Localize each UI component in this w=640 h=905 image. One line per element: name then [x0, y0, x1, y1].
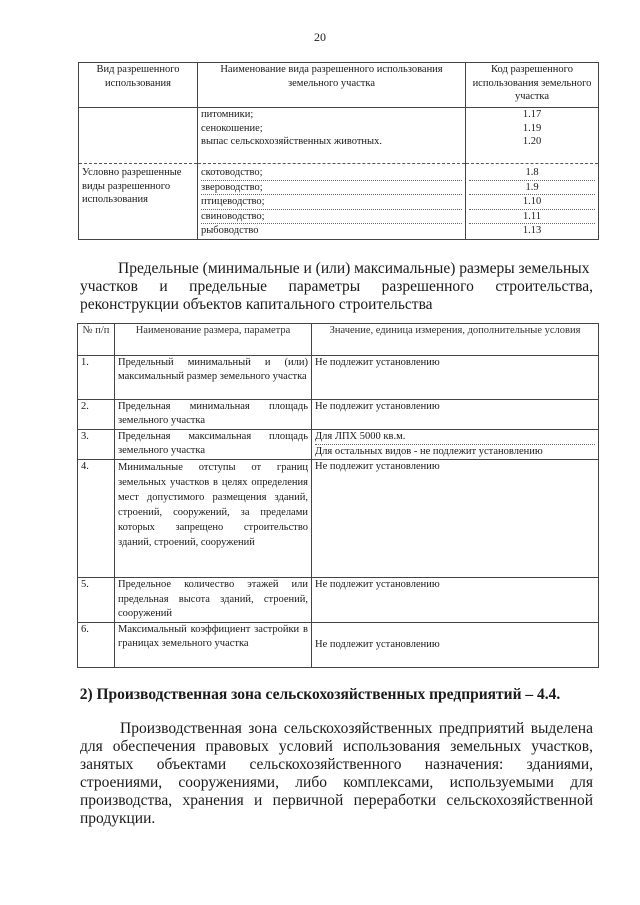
- header-use-name: Наименование вида разрешенного использования земельного участка: [198, 63, 466, 108]
- use-codes-cell: [466, 164, 599, 240]
- header-parameter: Наименование размера, параметра: [115, 324, 312, 356]
- use-kind-cell: [79, 108, 198, 164]
- table-row: [78, 460, 599, 578]
- use-name: выпас сельскохозяйственных животных.: [201, 136, 382, 147]
- use-code: 1.8: [469, 166, 595, 181]
- use-code: 1.13: [522, 225, 542, 236]
- table-header-row: [79, 63, 599, 108]
- row-value: Не подлежит установлению: [312, 460, 599, 578]
- row-parameter: Предельное количество этажей или предельная высота зданий, строений, сооружений: [115, 578, 312, 623]
- row-number: 4.: [78, 460, 115, 578]
- use-code: 1.9: [469, 181, 595, 196]
- page-number: 20: [314, 30, 326, 44]
- section-heading: 2) Производственная зона сельскохозяйственных предприятий – 4.4.: [79, 686, 561, 703]
- row-parameter: Минимальные отступы от границ земельных участков в целях определения мест допустимого размещения зданий, строений, сооружений, за пределами которых запрещено строительство зданий, строений, сооружений: [115, 460, 312, 578]
- header-use-kind: Вид разрешенного использования: [79, 63, 198, 108]
- table-row: [79, 108, 599, 164]
- row-value-line: Для ЛПХ 5000 кв.м.: [315, 430, 595, 445]
- use-name: свиноводство;: [201, 210, 462, 225]
- paragraph-line: реконструкции объектов капитального строительства: [80, 296, 433, 313]
- row-parameter: Максимальный коэффициент застройки в границах земельного участка: [115, 622, 312, 667]
- use-name: рыбоводство: [201, 225, 259, 236]
- table-row: [78, 622, 599, 667]
- use-names-cell: [198, 108, 466, 164]
- paragraph-line: участков и предельные параметры разрешенного строительства,: [80, 278, 593, 295]
- use-code: 1.19: [522, 122, 542, 134]
- row-number: 6.: [78, 622, 115, 667]
- use-code: 1.17: [522, 109, 542, 120]
- row-value-line: Для остальных видов - не подлежит установлению: [315, 445, 543, 457]
- zone-description-paragraph: Производственная зона сельскохозяйственных предприятий выделена для обеспечения правовых условий использования земельных участков, занятых объектами сельскохозяйственного назначения: зданиями, строениями, сооружениями, либо комплексами, используемыми для производства, хранения и первичной переработки сельскохозяйственной продукции.: [80, 720, 593, 827]
- row-number: 1.: [78, 356, 115, 400]
- row-number: 5.: [78, 578, 115, 623]
- table-row: [78, 430, 599, 460]
- row-value: [312, 430, 599, 460]
- row-value: Не подлежит установлению: [312, 356, 599, 400]
- table-row: [78, 400, 599, 430]
- row-parameter: Предельная максимальная площадь земельного участка: [115, 430, 312, 460]
- use-codes-cell: [466, 108, 599, 164]
- row-number: 3.: [78, 430, 115, 460]
- header-use-code: Код разрешенного использования земельного участка: [466, 63, 599, 108]
- use-name: звероводство;: [201, 181, 462, 196]
- table-row: [78, 578, 599, 623]
- header-value: Значение, единица измерения, дополнительные условия: [312, 324, 599, 356]
- use-name: питомники;: [201, 109, 254, 120]
- use-name: скотоводство;: [201, 166, 462, 181]
- table-row: [79, 164, 599, 240]
- use-names-cell: [198, 164, 466, 240]
- paragraph-line: Предельные (минимальные и (или) максимальные) размеры земельных: [118, 260, 590, 277]
- use-name: птицеводство;: [201, 195, 462, 210]
- row-parameter: Предельная минимальная площадь земельного участка: [115, 400, 312, 430]
- use-code: 1.10: [469, 195, 595, 210]
- table-row: [78, 356, 599, 400]
- table-header-row: [78, 324, 599, 356]
- use-kind-cell: Условно разрешенные виды разрешенного использования: [79, 164, 198, 240]
- row-number: 2.: [78, 400, 115, 430]
- row-parameter: Предельный минимальный и (или) максимальный размер земельного участка: [115, 356, 312, 400]
- use-code: 1.11: [469, 210, 595, 225]
- permitted-use-table: [78, 62, 599, 240]
- limits-paragraph: [80, 260, 593, 314]
- use-name: сенокошение;: [201, 122, 263, 134]
- row-value: Не подлежит установлению: [312, 578, 599, 623]
- row-value: Не подлежит установлению: [312, 622, 599, 667]
- row-value: Не подлежит установлению: [312, 400, 599, 430]
- use-code: 1.20: [522, 136, 542, 147]
- header-number: № п/п: [78, 324, 115, 356]
- parameters-table: [77, 323, 599, 668]
